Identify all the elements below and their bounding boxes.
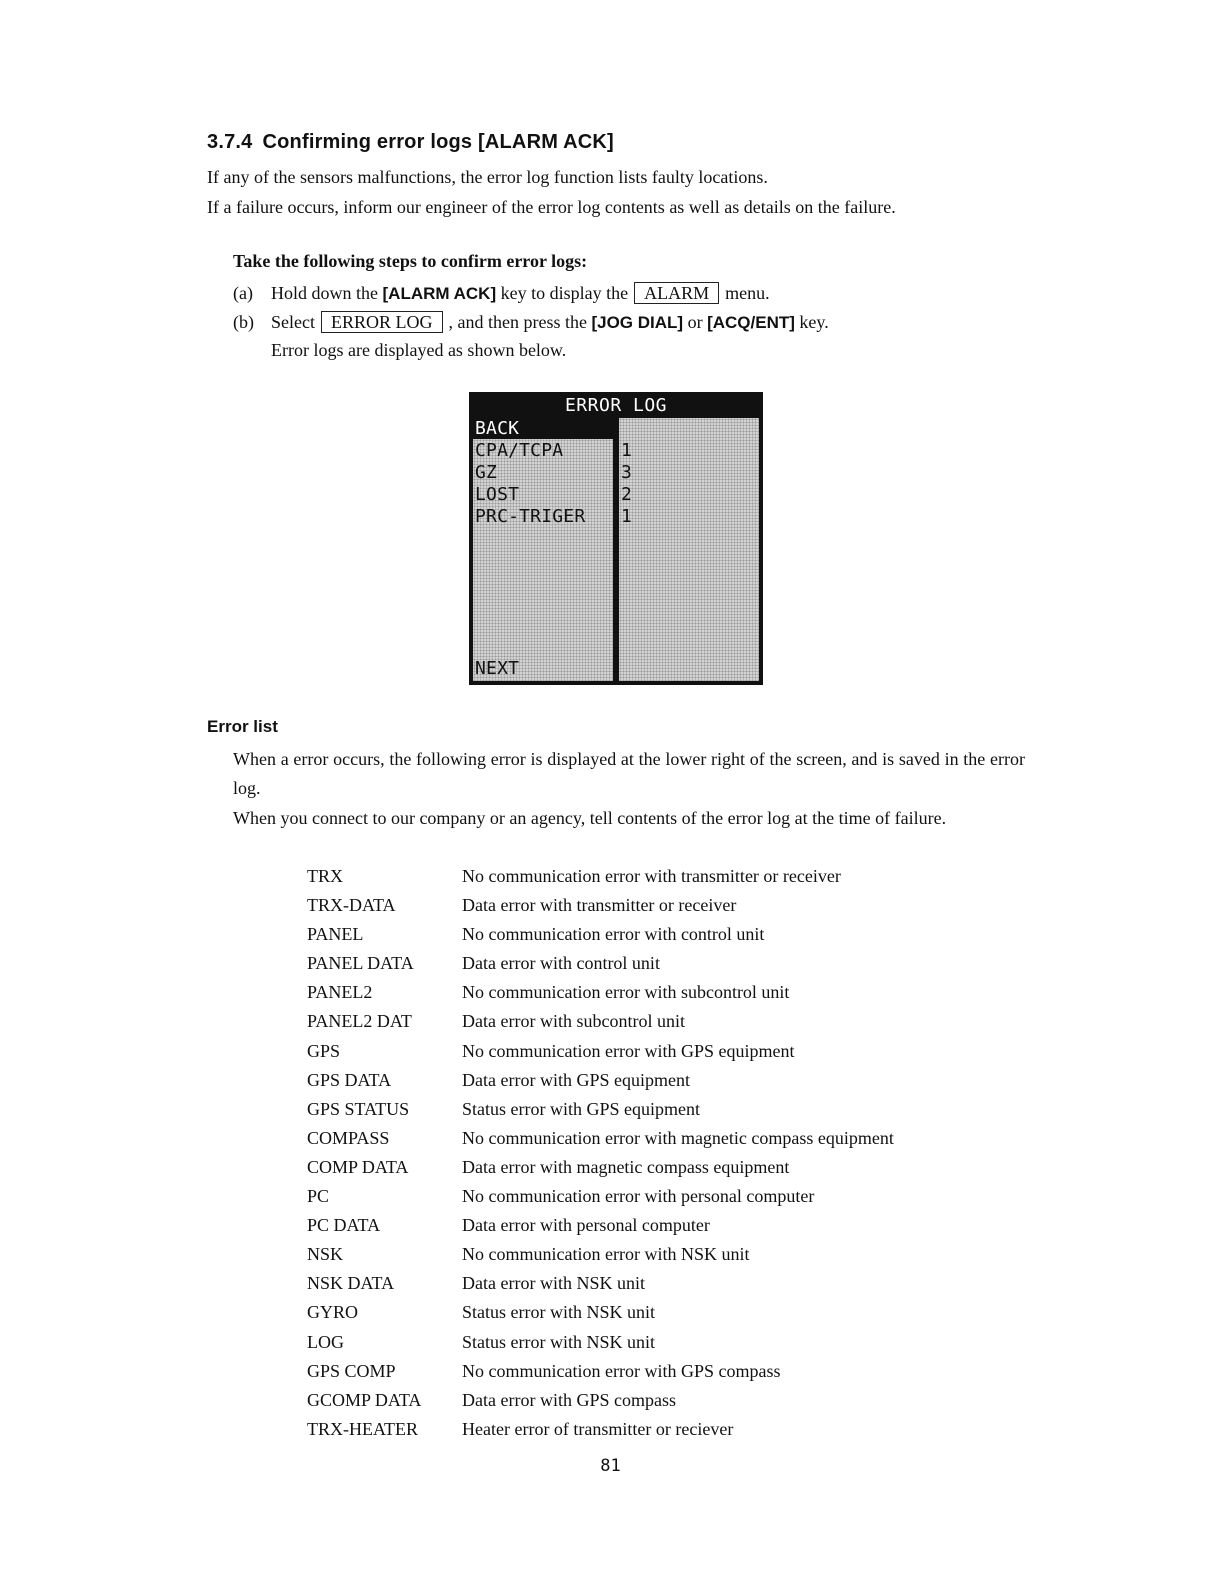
section-title: [207, 131, 614, 154]
error-description: Data error with transmitter or receiver: [462, 895, 737, 916]
step-b: [233, 310, 829, 335]
section-number: 3.7.4: [207, 131, 253, 153]
error-description: Data error with magnetic compass equipment: [462, 1156, 790, 1177]
error-description: Data error with subcontrol unit: [462, 1011, 685, 1032]
error-code: COMP DATA: [307, 1156, 409, 1177]
menu-item-cpa-tcpa[interactable]: CPA/TCPA: [475, 440, 564, 461]
error-code: GPS STATUS: [307, 1098, 410, 1119]
count-prc-triger: 1: [621, 506, 632, 527]
intro-line-1: If any of the sensors malfunctions, the error log function lists faulty locations.: [207, 167, 768, 187]
menu-item-lost[interactable]: LOST: [475, 484, 520, 505]
error-code: TRX: [307, 866, 343, 886]
error-description: No communication error with NSK unit: [462, 1244, 750, 1265]
error-description: No communication error with GPS equipment: [462, 1040, 795, 1061]
count-lost: 2: [621, 484, 632, 505]
error-type-pane: [473, 418, 613, 681]
error-description: Status error with NSK unit: [462, 1331, 655, 1352]
error-description: No communication error with magnetic compass equipment: [462, 1127, 894, 1148]
steps-heading: Take the following steps to confirm error logs:: [233, 251, 588, 271]
error-description: Status error with NSK unit: [462, 1302, 655, 1323]
acq-ent-key: [ACQ/ENT]: [707, 313, 795, 332]
step-a: [233, 281, 770, 306]
jog-dial-key: [JOG DIAL]: [591, 313, 684, 332]
step-a-text-after: menu.: [725, 283, 770, 303]
intro-line-2: If a failure occurs, inform our engineer of the error log contents as well as details on the failure.: [207, 197, 896, 217]
error-list-paragraph-2: When you connect to our company or an agency, tell contents of the error log at the time of failure.: [233, 808, 947, 828]
step-note: Error logs are displayed as shown below.: [271, 340, 567, 360]
menu-item-gz[interactable]: GZ: [475, 462, 498, 483]
count-cpa-tcpa: 1: [621, 440, 632, 461]
error-log-screen: [469, 392, 763, 685]
error-code: TRX-DATA: [307, 895, 396, 916]
error-log-menu-box: ERROR LOG: [321, 311, 443, 333]
step-b-text-middle: , and then press the: [448, 312, 587, 332]
error-description: No communication error with personal computer: [462, 1186, 815, 1207]
step-b-text-before: Select: [271, 312, 315, 332]
error-description: No communication error with control unit: [462, 924, 765, 945]
error-description: Status error with GPS equipment: [462, 1098, 700, 1119]
error-description: Data error with GPS equipment: [462, 1069, 690, 1090]
menu-item-prc-triger[interactable]: PRC-TRIGER: [475, 506, 586, 527]
step-a-marker: (a): [233, 283, 253, 303]
error-count-pane: [619, 418, 759, 681]
error-code: GCOMP DATA: [307, 1389, 422, 1410]
step-b-text-after: key.: [799, 312, 829, 332]
alarm-menu-box: ALARM: [634, 282, 719, 304]
error-list-heading: Error list: [207, 717, 278, 736]
page-number: 81: [600, 1456, 621, 1476]
error-code: NSK DATA: [307, 1273, 395, 1294]
error-description: Data error with control unit: [462, 953, 660, 974]
error-description: Heater error of transmitter or reciever: [462, 1418, 734, 1439]
error-code: LOG: [307, 1331, 344, 1352]
menu-item-back[interactable]: BACK: [473, 418, 613, 439]
menu-item-next[interactable]: NEXT: [475, 658, 520, 679]
error-code: PC: [307, 1186, 330, 1207]
step-a-text-before: Hold down the: [271, 283, 378, 303]
error-code: NSK: [307, 1244, 344, 1265]
error-code: GYRO: [307, 1302, 359, 1323]
step-b-marker: (b): [233, 312, 254, 332]
error-code: GPS COMP: [307, 1360, 396, 1381]
error-description: Data error with personal computer: [462, 1215, 710, 1236]
error-description: No communication error with GPS compass: [462, 1360, 781, 1381]
error-code: GPS: [307, 1040, 341, 1061]
error-description: Data error with GPS compass: [462, 1389, 676, 1410]
alarm-ack-key: [ALARM ACK]: [382, 284, 497, 303]
error-description: Data error with NSK unit: [462, 1273, 645, 1294]
step-b-or: or: [687, 312, 703, 332]
error-code: PANEL2: [307, 982, 373, 1003]
error-description: No communication error with transmitter or receiver: [462, 866, 841, 886]
error-description: No communication error with subcontrol unit: [462, 982, 790, 1003]
screen-title: ERROR LOG: [564, 395, 668, 416]
error-code: PANEL2 DAT: [307, 1011, 412, 1032]
error-code: GPS DATA: [307, 1069, 392, 1090]
error-code: PANEL DATA: [307, 953, 414, 974]
error-code: PANEL: [307, 924, 364, 945]
section-title-text: Confirming error logs [ALARM ACK]: [262, 131, 614, 153]
error-list-paragraph-1: When a error occurs, the following error is displayed at the lower right of the screen, and is saved in the error log.: [233, 749, 1025, 798]
error-code: PC DATA: [307, 1215, 381, 1236]
step-a-text-middle: key to display the: [500, 283, 629, 303]
error-code: TRX-HEATER: [307, 1418, 418, 1439]
error-code: COMPASS: [307, 1127, 390, 1148]
count-gz: 3: [621, 462, 632, 483]
